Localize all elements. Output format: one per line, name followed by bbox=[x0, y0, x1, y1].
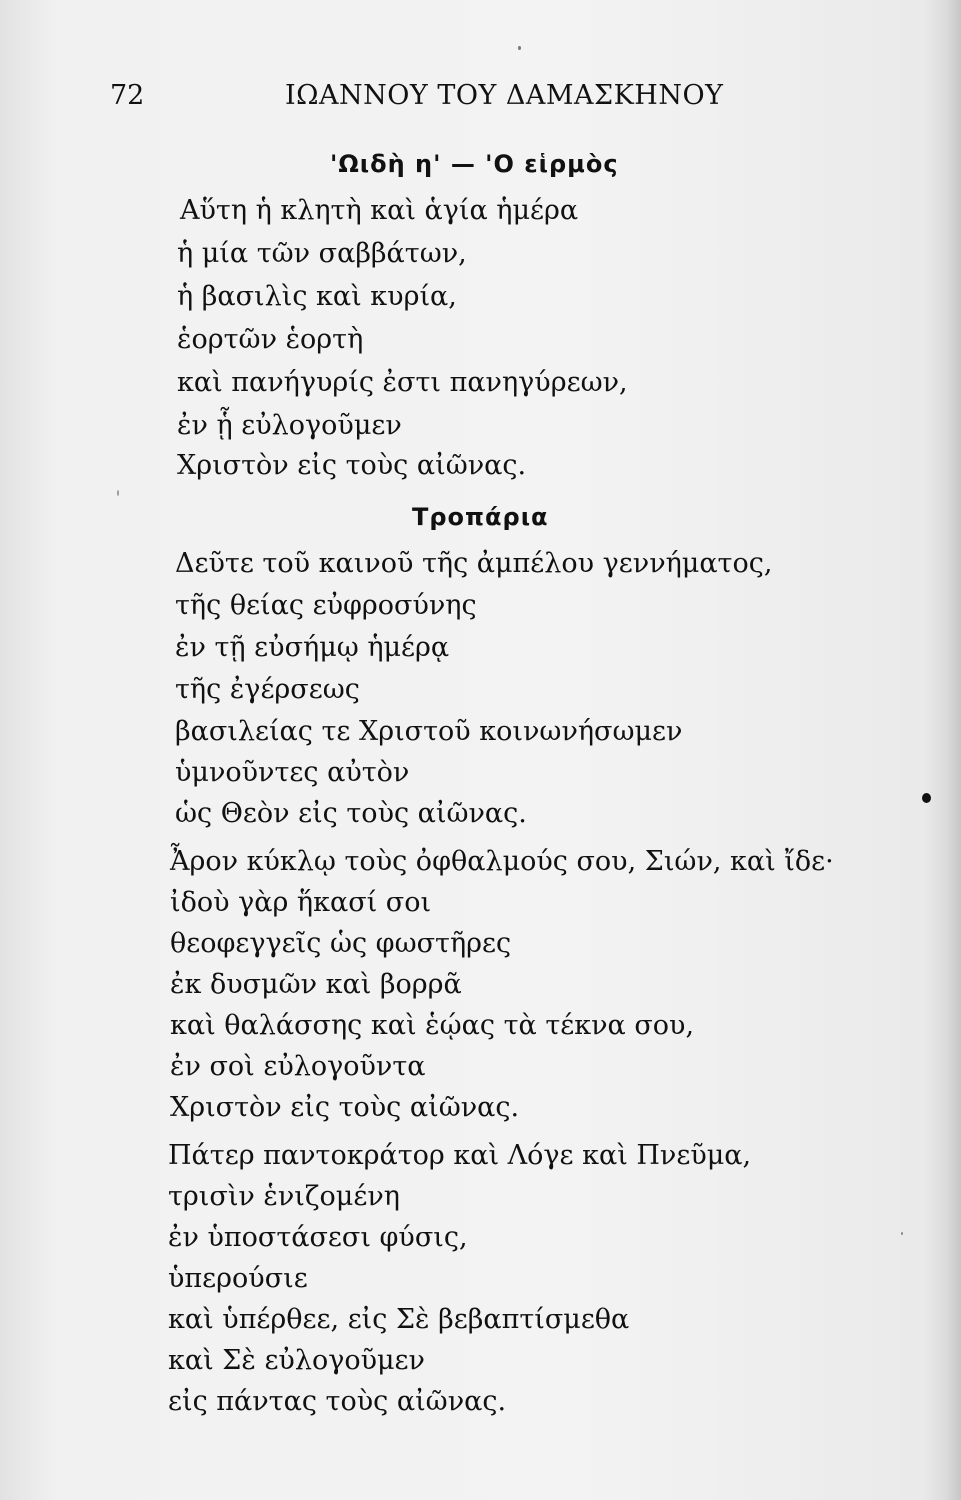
troparion-line: ὑπερούσιε bbox=[168, 1263, 308, 1294]
troparion-line: Ἆρον κύκλῳ τοὺς ὀφθαλμούς σου, Σιών, καὶ ἴδε· bbox=[170, 846, 834, 877]
ink-speck bbox=[901, 1232, 903, 1235]
irmos-line: ἡ βασιλὶς καὶ κυρία, bbox=[177, 281, 457, 312]
troparion-line: καὶ ὑπέρθεε, εἰς Σὲ βεβαπτίσμεθα bbox=[168, 1304, 630, 1335]
irmos-line: Χριστὸν εἰς τοὺς αἰῶνας. bbox=[177, 450, 527, 481]
irmos-line: καὶ πανήγυρίς ἐστι πανηγύρεων, bbox=[177, 367, 628, 398]
ink-speck bbox=[518, 46, 521, 50]
irmos-line: Αὕτη ἡ κλητὴ καὶ ἁγία ἡμέρα bbox=[180, 195, 579, 226]
irmos-line: ἑορτῶν ἑορτὴ bbox=[177, 324, 364, 355]
troparion-line: ἐκ δυσμῶν καὶ βορρᾶ bbox=[170, 969, 462, 1000]
ink-speck bbox=[117, 490, 119, 496]
troparion-line: τῆς ἐγέρσεως bbox=[175, 674, 360, 705]
troparion-line: θεοφεγγεῖς ὡς φωστῆρες bbox=[170, 928, 512, 959]
ink-speck bbox=[922, 793, 931, 803]
page-number: 72 bbox=[110, 80, 145, 111]
troparion-line: Χριστὸν εἰς τοὺς αἰῶνας. bbox=[170, 1092, 520, 1123]
troparion-line: ἐν σοὶ εὐλογοῦντα bbox=[170, 1051, 426, 1082]
troparion-line: ὡς Θεὸν εἰς τοὺς αἰῶνας. bbox=[175, 798, 527, 829]
troparion-line: Δεῦτε τοῦ καινοῦ τῆς ἀμπέλου γεννήματος, bbox=[175, 548, 773, 579]
troparia-heading: Τροπάρια bbox=[412, 503, 549, 531]
troparion-line: τρισὶν ἑνιζομένη bbox=[168, 1181, 400, 1212]
troparion-line: τῆς θείας εὐφροσύνης bbox=[175, 590, 477, 621]
troparion-line: Πάτερ παντοκράτορ καὶ Λόγε καὶ Πνεῦμα, bbox=[168, 1140, 752, 1171]
troparion-line: ὑμνοῦντες αὐτὸν bbox=[175, 757, 410, 788]
troparion-line: καὶ Σὲ εὐλογοῦμεν bbox=[168, 1345, 425, 1376]
troparion-line: ἐν τῇ εὐσήμῳ ἡμέρᾳ bbox=[175, 632, 450, 663]
irmos-line: ἡ μία τῶν σαββάτων, bbox=[177, 238, 467, 269]
troparion-line: ἐν ὑποστάσεσι φύσις, bbox=[168, 1222, 468, 1253]
irmos-line: ἐν ᾗ εὐλογοῦμεν bbox=[177, 410, 402, 441]
page-edge-shadow bbox=[923, 0, 961, 1500]
running-title: ΙΩΑΝΝΟΥ ΤΟΥ ΔΑΜΑΣΚΗΝΟΥ bbox=[285, 80, 724, 111]
troparion-line: βασιλείας τε Χριστοῦ κοινωνήσωμεν bbox=[175, 716, 683, 747]
troparion-line: καὶ θαλάσσης καὶ ἑῴας τὰ τέκνα σου, bbox=[170, 1010, 695, 1041]
troparion-line: ἰδοὺ γὰρ ἥκασί σοι bbox=[170, 887, 432, 918]
ode-heading: 'Ωιδὴ η' — 'Ο εἱρμὸς bbox=[330, 150, 619, 178]
troparion-line: εἰς πάντας τοὺς αἰῶνας. bbox=[168, 1386, 507, 1417]
